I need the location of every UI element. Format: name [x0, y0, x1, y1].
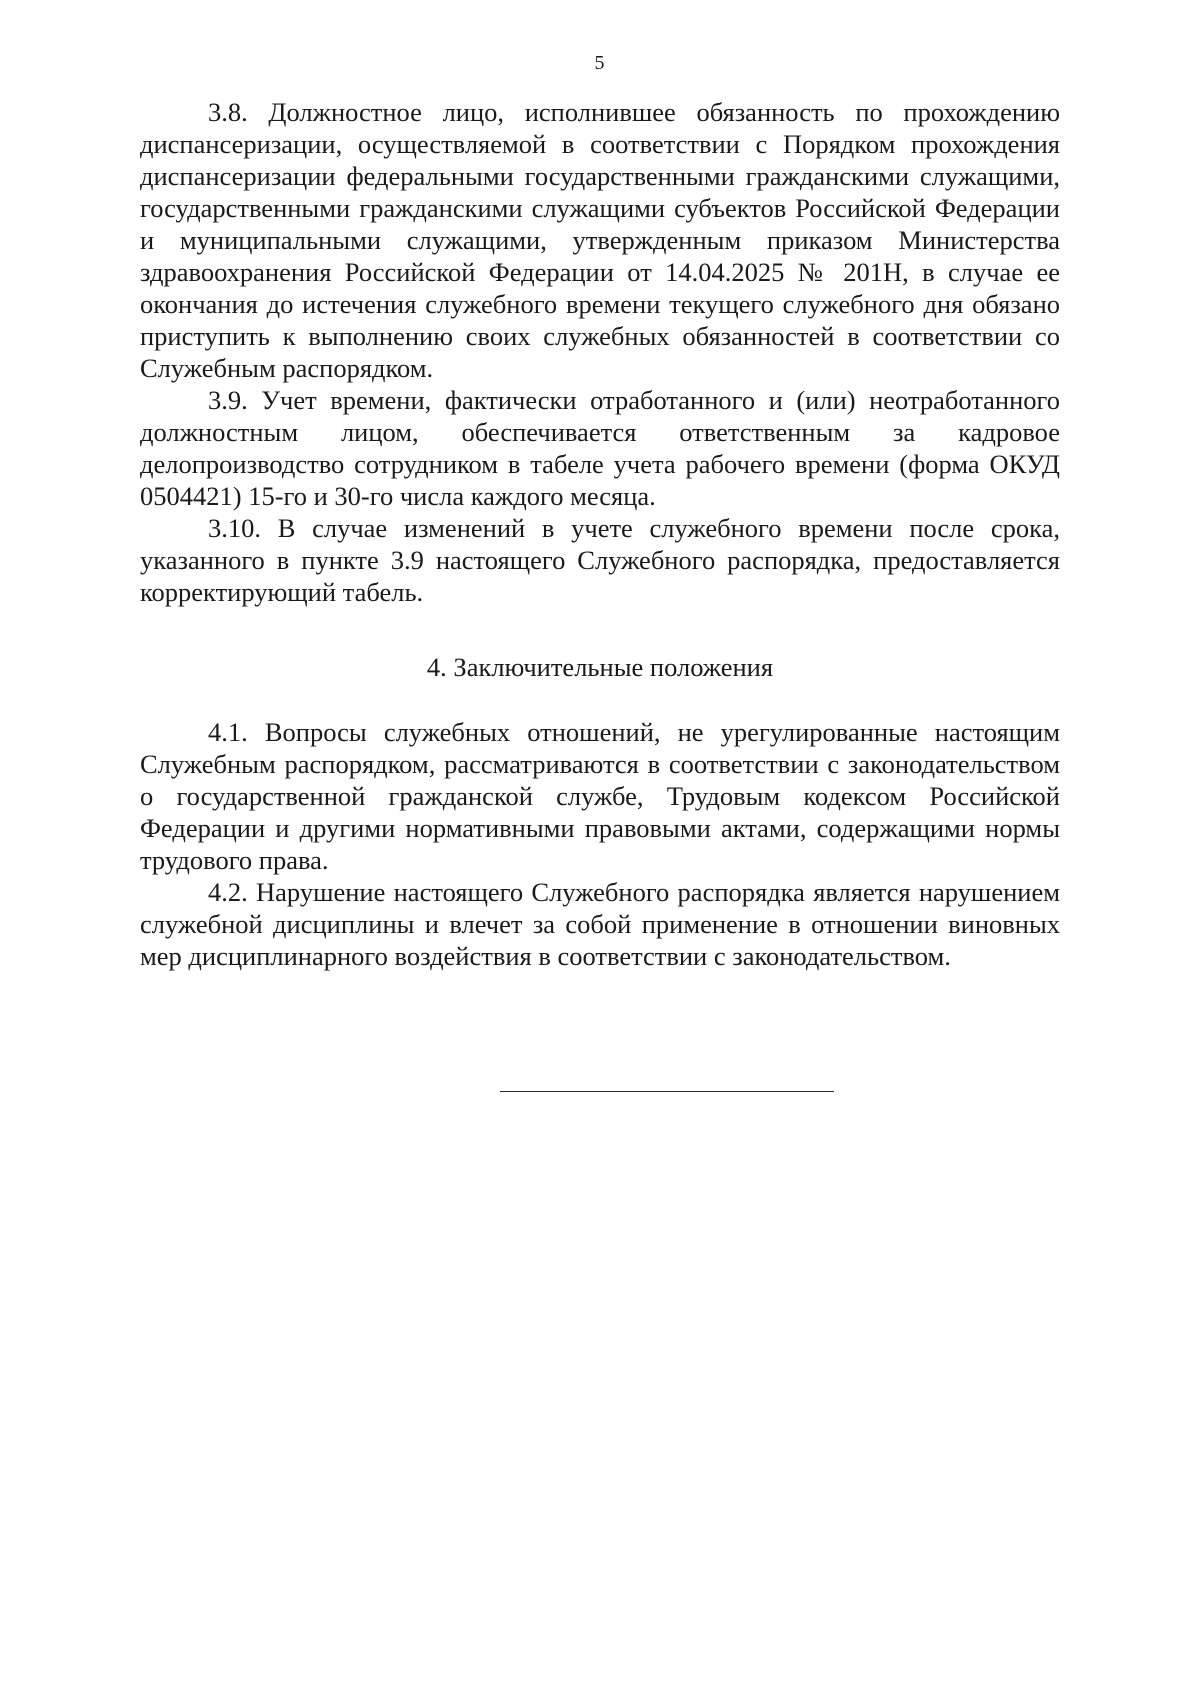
end-of-document-rule	[500, 1091, 834, 1092]
page-number: 5	[594, 52, 606, 74]
paragraph-4-2: 4.2. Нарушение настоящего Служебного распорядка является нарушением служебной дисциплины и влечет за собой применение в отношении виновных мер дисциплинарного воздействия в соответствии с законодательством.	[140, 877, 1060, 971]
paragraph-3-8: 3.8. Должностное лицо, исполнившее обязанность по прохождению диспансеризации, осуществляемой в соответствии с Порядком прохождения диспансеризации федеральными государственными гражданскими служащими, государственными гражданскими служащими субъектов Российской Федерации и муниципальными служащими, утвержденным приказом Министерства здравоохранения Российской Федерации от 14.04.2025 № 201Н, в случае ее окончания до истечения служебного времени текущего служебного дня обязано приступить к выполнению своих служебных обязанностей в соответствии со Служебным распорядком.	[140, 97, 1060, 383]
document-body	[140, 96, 1060, 972]
section-heading: 4. Заключительные положения	[426, 652, 774, 682]
paragraph-4-1: 4.1. Вопросы служебных отношений, не урегулированные настоящим Служебным распорядком, рассматриваются в соответствии с законодательством о государственной гражданской службе, Трудовым кодексом Российской Федерации и другими нормативными правовыми актами, содержащими нормы трудового права.	[140, 717, 1060, 875]
paragraph-3-10: 3.10. В случае изменений в учете служебного времени после срока, указанного в пункте 3.9 настоящего Служебного распорядка, предоставляется корректирующий табель.	[140, 513, 1060, 607]
paragraph-3-9: 3.9. Учет времени, фактически отработанного и (или) неотработанного должностным лицом, обеспечивается ответственным за кадровое делопроизводство сотрудником в табеле учета рабочего времени (форма ОКУД 0504421) 15-го и 30-го числа каждого месяца.	[140, 385, 1060, 511]
spacer	[140, 608, 1060, 618]
